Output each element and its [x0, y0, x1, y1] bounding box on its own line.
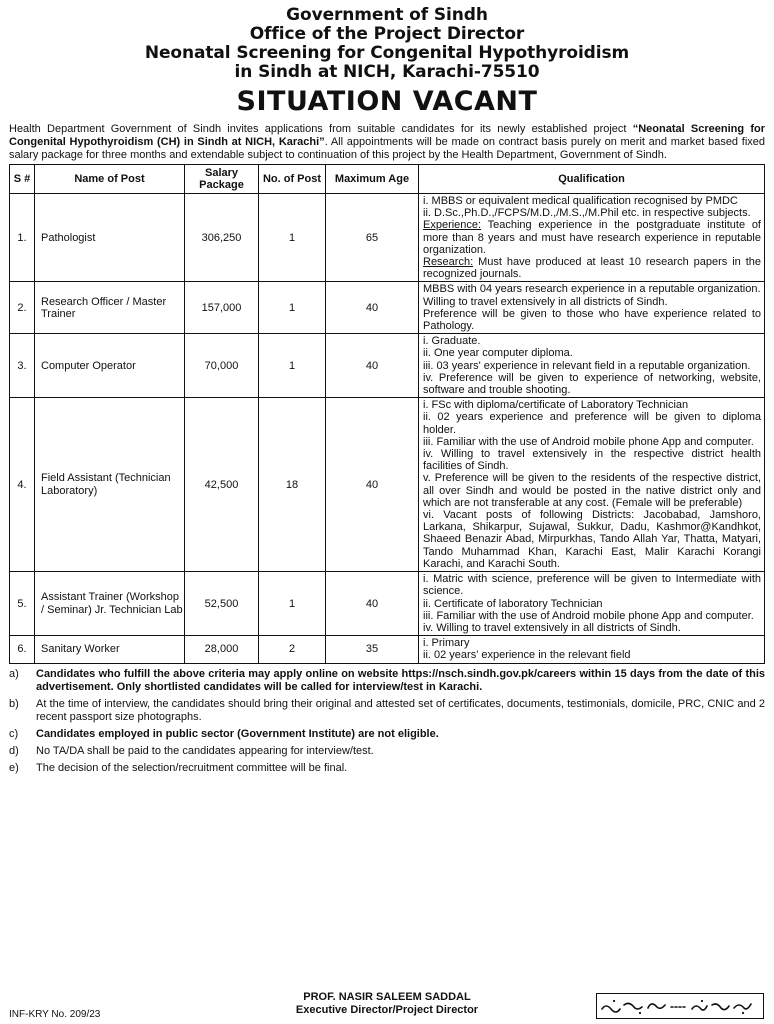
row-max-age: 40: [326, 282, 419, 334]
qualification-item: iii. 03 years' experience in relevant field in a reputable organization.: [423, 359, 751, 372]
qualification-item: ii. 02 years experience and preference will be given to diploma holder.: [423, 411, 761, 436]
note-label: e): [9, 761, 19, 774]
header-line-project: Neonatal Screening for Congenital Hypothyroidism: [144, 43, 630, 63]
note-text: At the time of interview, the candidates should bring their original and attested set of certificates, documents, testimonials, domicile, PRC, CNIC and 2 recent passport size photographs.: [36, 697, 765, 723]
row-post-count: 1: [259, 334, 326, 398]
row-salary: 28,000: [185, 636, 259, 663]
row-qualification: [419, 282, 765, 334]
table-row: [10, 572, 765, 636]
row-sno: 1.: [10, 194, 35, 282]
header: [0, 0, 774, 117]
row-post-count: 1: [259, 194, 326, 282]
row-post-count: 2: [259, 636, 326, 663]
header-sno: S #: [10, 165, 35, 194]
note-text: The decision of the selection/recruitment committee will be final.: [36, 761, 348, 774]
qualification-item: ii. 02 years' experience in the relevant field: [423, 649, 631, 662]
research-label: Research:: [423, 256, 474, 269]
qualification-experience: [423, 219, 761, 256]
header-qualification: Qualification: [419, 165, 765, 194]
qualification-item: ii. One year computer diploma.: [423, 347, 573, 360]
row-post-count: 18: [259, 398, 326, 572]
row-post-name: Computer Operator: [35, 334, 185, 398]
table-row: [10, 194, 765, 282]
qualification-item: i. Primary: [423, 637, 470, 650]
table-row: [10, 334, 765, 398]
row-qualification: [419, 334, 765, 398]
qualification-item: iv. Willing to travel extensively in all districts of Sindh.: [423, 621, 681, 634]
qualification-item: vi. Vacant posts of following Districts: Jacobabad, Jamshoro, Larkana, Shikarpur, Sujawal, Sukkur, Dadu, Kashmor@Kandhkot, Shaeed Benazir Abad, Mirpurkhas, Tando Allah Yar, Thatta, Matyari, Tando Muhammad Khan, Karachi East, Malir Karachi Korangi Karachi, and Karachi South.: [423, 509, 761, 570]
row-qualification: [419, 194, 765, 282]
row-salary: 157,000: [185, 282, 259, 334]
row-max-age: 40: [326, 334, 419, 398]
row-qualification: [419, 572, 765, 636]
qualification-item: ii. D.Sc.,Ph.D.,/FCPS/M.D.,/M.S.,/M.Phil etc. in respective subjects.: [423, 207, 751, 220]
row-sno: 4.: [10, 398, 35, 572]
reference-number: INF-KRY No. 209/23: [9, 1009, 101, 1020]
signatory-name: PROF. NASIR SALEEM SADDAL: [303, 991, 471, 1003]
qualification-item: ii. Certificate of laboratory Technician: [423, 597, 603, 610]
posts-table: [9, 164, 765, 664]
note-item: [9, 762, 765, 775]
row-sno: 5.: [10, 572, 35, 636]
note-label: d): [9, 744, 19, 757]
header-maximum-age: Maximum Age: [326, 165, 419, 194]
row-sno: 3.: [10, 334, 35, 398]
table-row: [10, 398, 765, 572]
urdu-slogan-stamp-icon: [596, 993, 764, 1019]
notes-list: [9, 668, 765, 775]
table-row: [10, 636, 765, 663]
row-qualification: [419, 636, 765, 663]
row-salary: 42,500: [185, 398, 259, 572]
row-post-count: 1: [259, 282, 326, 334]
row-post-count: 1: [259, 572, 326, 636]
row-post-name: Assistant Trainer (Workshop / Seminar) Jr. Technician Lab: [35, 572, 185, 636]
note-label: a): [9, 667, 19, 680]
row-post-name: Pathologist: [35, 194, 185, 282]
page-title: SITUATION VACANT: [236, 86, 538, 117]
qualification-item: i. MBBS or equivalent medical qualification recognised by PMDC: [423, 195, 738, 207]
row-max-age: 65: [326, 194, 419, 282]
row-salary: 306,250: [185, 194, 259, 282]
header-line-office: Office of the Project Director: [249, 24, 525, 44]
note-text: No TA/DA shall be paid to the candidates appearing for interview/test.: [36, 744, 374, 757]
qualification-item: iii. Familiar with the use of Android mobile phone App and computer.: [423, 609, 754, 622]
row-post-name: Sanitary Worker: [35, 636, 185, 663]
note-label: b): [9, 697, 19, 710]
qualification-item: MBBS with 04 years research experience in a reputable organization.: [423, 283, 761, 296]
qualification-item: i. FSc with diploma/certificate of Laboratory Technician: [423, 399, 689, 412]
row-post-name: Field Assistant (Technician Laboratory): [35, 398, 185, 572]
note-item: [9, 745, 765, 758]
qualification-item: iii. Familiar with the use of Android mobile phone App and computer.: [423, 435, 754, 448]
row-sno: 6.: [10, 636, 35, 663]
row-max-age: 40: [326, 572, 419, 636]
header-name-of-post: Name of Post: [35, 165, 185, 194]
header-no-of-post: No. of Post: [259, 165, 326, 194]
intro-project-name: “Neonatal Screening for Congenital Hypothyroidism (CH) in Sindh at NICH, Karachi”: [9, 123, 765, 148]
intro-text-1: Health Department Government of Sindh invites applications from suitable candidates for its newly established project: [9, 123, 633, 135]
experience-label: Experience:: [423, 219, 482, 232]
note-item: [9, 698, 765, 724]
note-label: c): [9, 727, 19, 740]
signatory-title: Executive Director/Project Director: [295, 1004, 479, 1016]
table-row: [10, 282, 765, 334]
qualification-item: iv. Preference will be given to experience of networking, website, software and trouble shooting.: [423, 371, 761, 397]
note-item: [9, 728, 765, 741]
qualification-item: v. Preference will be given to the residents of the respective district, all over Sindh and would be posted in the native district only and which are not transferable at any cost. (Female will be preferable): [423, 472, 761, 509]
qualification-item: Preference will be given to those who have experience related to Pathology.: [423, 307, 761, 333]
header-salary-package: Salary Package: [185, 165, 259, 194]
intro-paragraph: [9, 123, 765, 162]
row-sno: 2.: [10, 282, 35, 334]
qualification-research: [423, 256, 761, 280]
row-salary: 52,500: [185, 572, 259, 636]
experience-text: Teaching experience in the postgraduate institute of more than 8 years and must have research experience in reputable organization.: [423, 219, 761, 256]
note-item: [9, 668, 765, 694]
row-qualification: [419, 398, 765, 572]
qualification-item: iv. Willing to travel extensively in the respective district health facilities of Sindh.: [423, 448, 761, 473]
footer: [0, 988, 774, 1022]
qualification-item: Willing to travel extensively in all districts of Sindh.: [423, 295, 668, 308]
row-salary: 70,000: [185, 334, 259, 398]
intro-text-2: . All appointments will be made on contract basis purely on merit and market based fixed salary package for three months and extendable subject to continuation of this project by the Health Department, Government of Sindh.: [9, 136, 765, 161]
row-max-age: 40: [326, 398, 419, 572]
row-post-name: Research Officer / Master Trainer: [35, 282, 185, 334]
research-text: Must have produced at least 10 research papers in the recognized journals.: [423, 256, 761, 281]
header-line-government: Government of Sindh: [286, 5, 488, 25]
qualification-item: i. Matric with science, preference will be given to Intermediate with science.: [423, 573, 761, 598]
note-text: Candidates employed in public sector (Government Institute) are not eligible.: [36, 727, 439, 740]
note-text: Candidates who fulfill the above criteria may apply online on website https://nsch.sindh.gov.pk/careers within 15 days from the date of this advertisement. Only shortlisted candidates will be called for interview/test in Karachi.: [36, 667, 765, 693]
row-max-age: 35: [326, 636, 419, 663]
header-line-location: in Sindh at NICH, Karachi-75510: [234, 62, 540, 82]
qualification-item: i. Graduate.: [423, 335, 481, 348]
table-header-row: [10, 165, 765, 194]
